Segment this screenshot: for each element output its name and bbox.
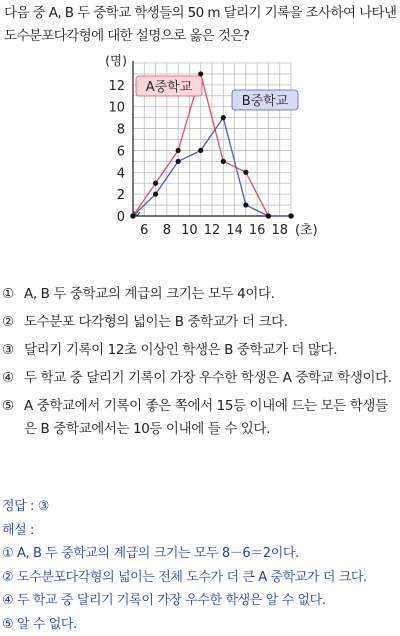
option-text: 두 학교 중 달리기 기록이 가장 우수한 학생은 A 중학교 학생이다. [24, 367, 398, 390]
option-number: ④ [2, 367, 24, 390]
answer-section [2, 495, 398, 636]
explanation-line-4: ⑤ 알 수 없다. [2, 613, 398, 636]
y-tick-label: 4 [117, 166, 125, 181]
option-5[interactable] [2, 395, 398, 441]
series-b-point [130, 213, 135, 218]
option-4[interactable] [2, 367, 398, 390]
option-number: ③ [2, 339, 24, 362]
series-a-point [243, 170, 248, 175]
question-text: 다음 중 A, B 두 중학교 학생들의 50 m 달리기 기록을 조사하여 나타낸 도수분포다각형에 대한 설명으로 옳은 것은? [4, 2, 398, 48]
explanation-line-2: ② 도수분포다각형의 넓이는 전체 도수가 더 큰 A 중학교가 더 크다. [2, 566, 398, 590]
series-b-point [288, 213, 293, 218]
x-axis-label: (초) [295, 223, 318, 238]
option-1[interactable] [2, 283, 398, 306]
option-text: 달리기 기록이 12초 이상인 학생은 B 중학교가 더 많다. [24, 339, 398, 362]
option-number: ① [2, 283, 24, 306]
x-tick-label: 14 [226, 223, 243, 238]
y-tick-label: 2 [117, 188, 125, 203]
series-b-point [221, 115, 226, 120]
x-tick-label: 18 [271, 223, 288, 238]
x-tick-label: 10 [181, 223, 198, 238]
option-text: A, B 두 중학교의 계급의 크기는 모두 4이다. [24, 283, 398, 306]
frequency-polygon-chart [0, 48, 310, 243]
option-number: ⑤ [2, 395, 24, 441]
series-a-point [153, 181, 158, 186]
y-tick-label: 10 [108, 101, 125, 116]
explanation-label: 해설 : [2, 519, 398, 543]
y-tick-label: 0 [117, 210, 125, 225]
x-tick-label: 16 [249, 223, 266, 238]
legend-a-label: A중학교 [146, 79, 193, 95]
series-b-point [176, 159, 181, 164]
x-tick-label: 12 [204, 223, 221, 238]
answer-options [2, 283, 398, 446]
explanation-line-1: ① A, B 두 중학교의 계급의 크기는 모두 8－6＝2이다. [2, 542, 398, 566]
series-a-point [221, 159, 226, 164]
series-b-point [243, 202, 248, 207]
series-a-point [176, 148, 181, 153]
explanation-line-3: ④ 두 학교 중 달리기 기록이 가장 우수한 학생은 알 수 없다. [2, 589, 398, 613]
y-axis-label: (명) [105, 53, 127, 68]
x-tick-label: 6 [140, 223, 148, 238]
y-tick-label: 12 [108, 79, 125, 94]
series-b-point [266, 213, 271, 218]
y-tick-label: 8 [117, 123, 125, 138]
y-tick-label: 6 [117, 144, 125, 159]
option-3[interactable] [2, 339, 398, 362]
answer-label: 정답 : ③ [2, 495, 398, 519]
legend-b-label: B중학교 [242, 93, 289, 109]
option-text: A 중학교에서 기록이 좋은 쪽에서 15등 이내에 드는 모든 학생들은 B 중학교에서는 10등 이내에 들 수 있다. [24, 395, 398, 441]
series-b-point [198, 148, 203, 153]
series-b-point [153, 192, 158, 197]
x-tick-label: 8 [163, 223, 171, 238]
option-2[interactable] [2, 311, 398, 334]
option-text: 도수분포 다각형의 넓이는 B 중학교가 더 크다. [24, 311, 398, 334]
option-number: ② [2, 311, 24, 334]
